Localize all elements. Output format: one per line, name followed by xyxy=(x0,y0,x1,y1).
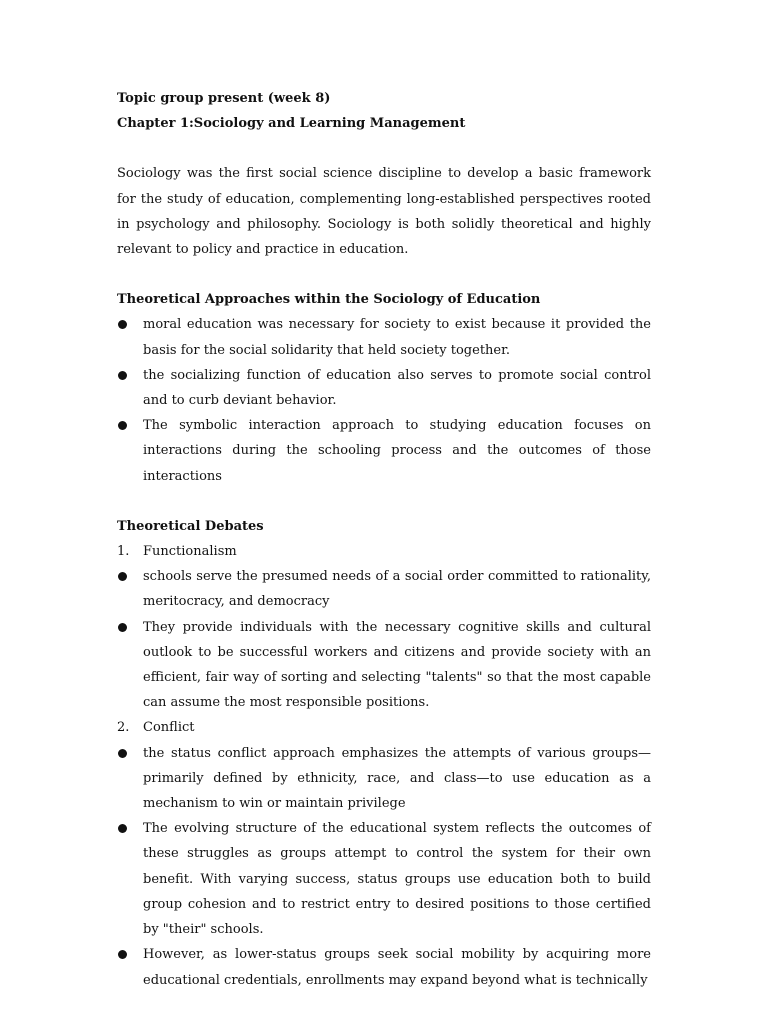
list-item xyxy=(117,564,651,614)
numbered-item-functionalism xyxy=(117,539,651,564)
item-label: Functionalism xyxy=(143,544,237,560)
bullet-icon xyxy=(118,572,127,581)
section-heading-debates: Theoretical Debates xyxy=(117,518,264,534)
bullet-icon xyxy=(118,824,127,833)
bullet-icon xyxy=(118,749,127,758)
spacer xyxy=(117,136,651,161)
item-number: 1. xyxy=(117,544,130,560)
list-item xyxy=(117,363,651,413)
bullet-icon xyxy=(118,371,127,380)
list-item xyxy=(117,942,651,992)
bullet-icon xyxy=(118,320,127,329)
list-item xyxy=(117,413,651,489)
list-item-text: schools serve the presumed needs of a social order committed to rationality, meritocracy, and democracy xyxy=(143,569,651,610)
bullet-icon xyxy=(118,950,127,959)
item-number: 2. xyxy=(117,720,130,736)
list-item-text: the socializing function of education also serves to promote social control and to curb deviant behavior. xyxy=(143,367,651,409)
list-item xyxy=(117,741,651,817)
list-item xyxy=(117,816,651,942)
section-heading-approaches: Theoretical Approaches within the Sociology of Education xyxy=(117,292,541,308)
list-item-text: the status conflict approach emphasizes the attempts of various groups—primarily defined by ethnicity, race, and class—to use education as a mechanism to win or maintain privilege xyxy=(143,745,651,812)
item-label: Conflict xyxy=(143,720,195,736)
list-item-text: They provide individuals with the necessary cognitive skills and cultural outlook to be successful workers and citizens and provide society with an efficient, fair way of sorting and selecting "talents" so that the most capable can assume the most responsible positions. xyxy=(143,619,651,711)
document-page xyxy=(117,86,651,993)
list-item xyxy=(117,615,651,716)
bullet-icon xyxy=(118,421,127,430)
list-item-text: The evolving structure of the educational system reflects the outcomes of these struggles as groups attempt to control the system for their own benefit. With varying success, status groups use education both to build group cohesion and to restrict entry to desired positions to those certified by "their" schools. xyxy=(143,821,651,938)
intro-paragraph: Sociology was the first social science discipline to develop a basic framework for the study of education, complementing long-established perspectives rooted in psychology and philosophy. Sociology is both solidly theoretical and highly relevant to policy and practice in education. xyxy=(117,166,651,258)
bullet-icon xyxy=(118,623,127,632)
numbered-item-conflict xyxy=(117,715,651,740)
document-title-week: Topic group present (week 8) xyxy=(117,91,331,106)
spacer xyxy=(117,262,651,287)
list-item-text: The symbolic interaction approach to studying education focuses on interactions during the schooling process and the outcomes of those interactions xyxy=(143,418,651,484)
spacer xyxy=(117,489,651,514)
list-item xyxy=(117,312,651,362)
list-item-text: moral education was necessary for society to exist because it provided the basis for the social solidarity that held society together. xyxy=(143,317,651,358)
chapter-title: Chapter 1:Sociology and Learning Management xyxy=(117,116,466,132)
list-item-text: However, as lower-status groups seek social mobility by acquiring more educational credentials, enrollments may expand beyond what is technically xyxy=(143,947,651,988)
